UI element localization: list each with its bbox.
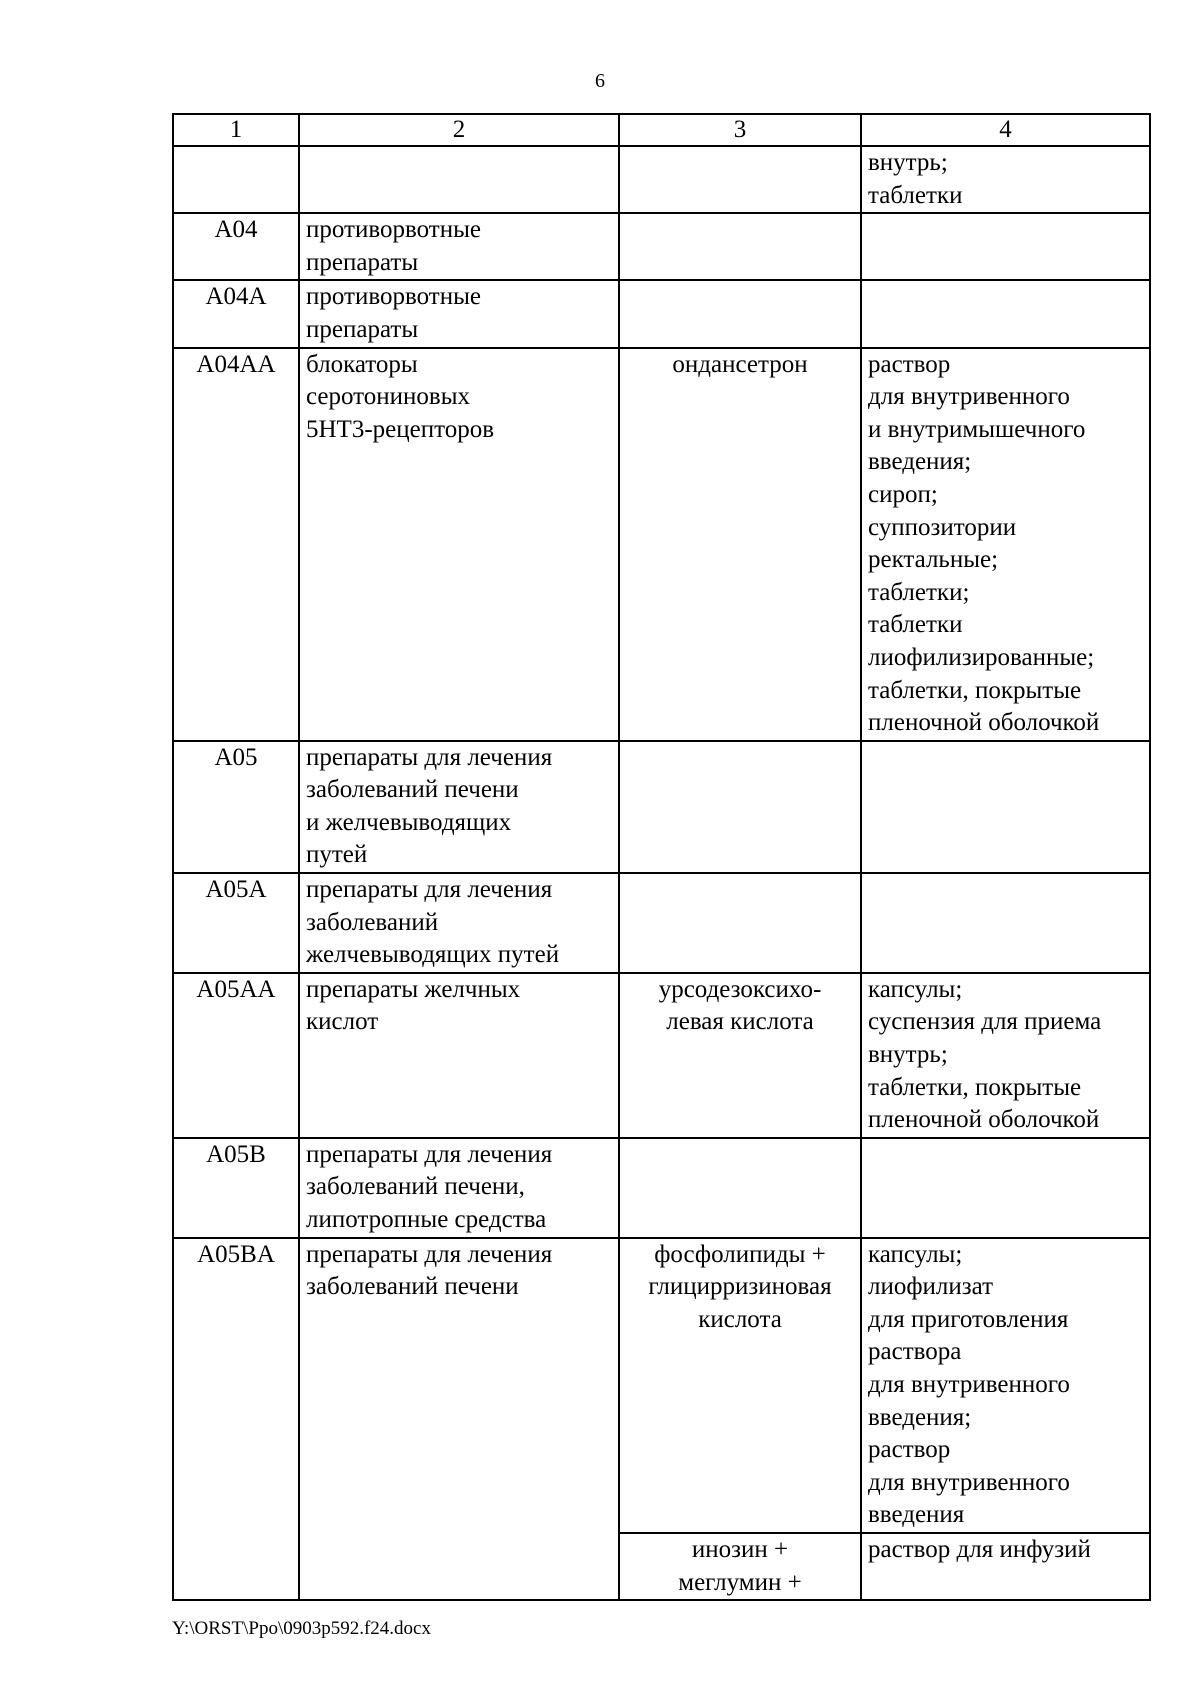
drug-name (619, 873, 861, 973)
drug-name: ондансетрон (619, 348, 861, 741)
table-row (173, 1138, 1150, 1238)
group-name (299, 146, 619, 213)
atc-code: A05BA (173, 1238, 299, 1601)
atc-code: A05AA (173, 973, 299, 1138)
header-cell: 4 (861, 114, 1150, 146)
table-row (173, 741, 1150, 873)
dosage-form: раствор для инфузий (861, 1533, 1150, 1600)
drug-table (172, 113, 1151, 1601)
dosage-form (861, 213, 1150, 280)
drug-name: инозин + меглумин + (619, 1533, 861, 1600)
atc-code: A04 (173, 213, 299, 280)
dosage-form (861, 1138, 1150, 1238)
group-name: препараты для лечения заболеваний печени, липотропные средства (299, 1138, 619, 1238)
file-path-footer: Y:\ORST\Ppo\0903p592.f24.docx (172, 1618, 431, 1639)
dosage-form: раствор для внутривенного и внутримышечного введения; сироп; суппозитории ректальные; таблетки; таблетки лиофилизированные; таблетки, покрытые пленочной оболочкой (861, 348, 1150, 741)
dosage-form (861, 280, 1150, 347)
group-name: препараты для лечения заболеваний печени и желчевыводящих путей (299, 741, 619, 873)
table-row (173, 873, 1150, 973)
drug-name: урсодезоксихо- левая кислота (619, 973, 861, 1138)
dosage-form: капсулы; суспензия для приема внутрь; таблетки, покрытые пленочной оболочкой (861, 973, 1150, 1138)
table-row (173, 146, 1150, 213)
table-header-row (173, 114, 1150, 146)
atc-code: A04AA (173, 348, 299, 741)
table-row (173, 973, 1150, 1138)
drug-name (619, 213, 861, 280)
group-name: противорвотные препараты (299, 280, 619, 347)
drug-name (619, 280, 861, 347)
drug-name (619, 1138, 861, 1238)
table-row (173, 213, 1150, 280)
table-row (173, 348, 1150, 741)
group-name: препараты желчных кислот (299, 973, 619, 1138)
group-name: противорвотные препараты (299, 213, 619, 280)
header-cell: 3 (619, 114, 861, 146)
group-name: блокаторы серотониновых 5HT3-рецепторов (299, 348, 619, 741)
atc-code: A05 (173, 741, 299, 873)
header-cell: 2 (299, 114, 619, 146)
atc-code: A05B (173, 1138, 299, 1238)
table-row (173, 1238, 1150, 1533)
group-name: препараты для лечения заболеваний печени (299, 1238, 619, 1601)
drug-name (619, 146, 861, 213)
header-cell: 1 (173, 114, 299, 146)
group-name: препараты для лечения заболеваний желчевыводящих путей (299, 873, 619, 973)
drug-name (619, 741, 861, 873)
dosage-form: капсулы; лиофилизат для приготовления раствора для внутривенного введения; раствор для внутривенного введения (861, 1238, 1150, 1533)
atc-code: A04A (173, 280, 299, 347)
dosage-form (861, 873, 1150, 973)
table-row (173, 280, 1150, 347)
dosage-form (861, 741, 1150, 873)
atc-code (173, 146, 299, 213)
page-number: 6 (595, 70, 605, 92)
drug-name: фосфолипиды + глицирризиновая кислота (619, 1238, 861, 1533)
dosage-form: внутрь; таблетки (861, 146, 1150, 213)
atc-code: A05A (173, 873, 299, 973)
